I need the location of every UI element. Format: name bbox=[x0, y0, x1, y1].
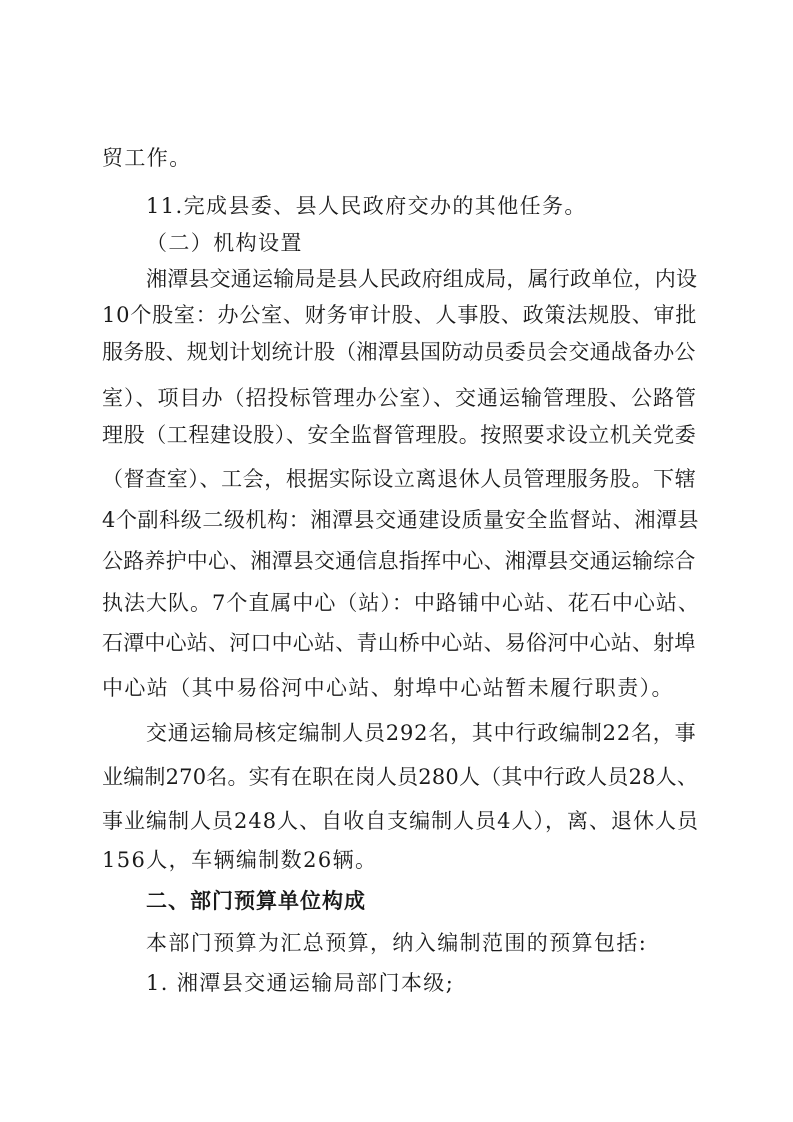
text-line: 中心站（其中易俗河中心站、射埠中心站暂未履行职责）。 bbox=[102, 676, 674, 700]
text-line: 服务股、规划计划统计股（湘潭县国防动员委员会交通战备办公 bbox=[102, 340, 696, 364]
text-line: 公路养护中心、湘潭县交通信息指挥中心、湘潭县交通运输综合 bbox=[102, 549, 696, 573]
text-line: （督查室）、工会，根据实际设立离退休人员管理服务股。下辖 bbox=[102, 467, 697, 491]
text-line: 室）、项目办（招投标管理办公室）、交通运输管理股、公路管 bbox=[102, 386, 697, 410]
text-line: 贸工作。 bbox=[102, 146, 192, 170]
text-line: 执法大队。7个直属中心（站）：中路铺中心站、花石中心站、 bbox=[102, 591, 700, 615]
text-line: 事业编制人员248人、自收自支编制人员4人），离、退休人员 bbox=[102, 809, 699, 833]
section-heading: （二）机构设置 bbox=[146, 231, 303, 255]
text-line: 湘潭县交通运输局是县人民政府组成局，属行政单位，内设 bbox=[146, 267, 698, 291]
text-line: 交通运输局核定编制人员292名，其中行政编制22名，事 bbox=[146, 721, 697, 745]
text-line: 156人，车辆编制数26辆。 bbox=[102, 848, 378, 872]
text-line: 11.完成县委、县人民政府交办的其他任务。 bbox=[146, 194, 587, 218]
text-line: 业编制270名。实有在职在岗人员280人（其中行政人员28人、 bbox=[102, 765, 699, 789]
section-heading: 二、部门预算单位构成 bbox=[146, 889, 366, 913]
text-line: 石潭中心站、河口中心站、青山桥中心站、易俗河中心站、射埠 bbox=[102, 631, 696, 655]
text-line: 理股（工程建设股）、安全监督管理股。按照要求设立机关党委 bbox=[102, 423, 697, 447]
text-line: 4个副科级二级机构：湘潭县交通建设质量安全监督站、湘潭县 bbox=[102, 508, 700, 532]
text-line: 本部门预算为汇总预算，纳入编制范围的预算包括: bbox=[146, 931, 648, 955]
list-item: 1. 湘潭县交通运输局部门本级; bbox=[146, 971, 455, 995]
text-line: 10个股室：办公室、财务审计股、人事股、政策法规股、审批 bbox=[102, 303, 698, 327]
